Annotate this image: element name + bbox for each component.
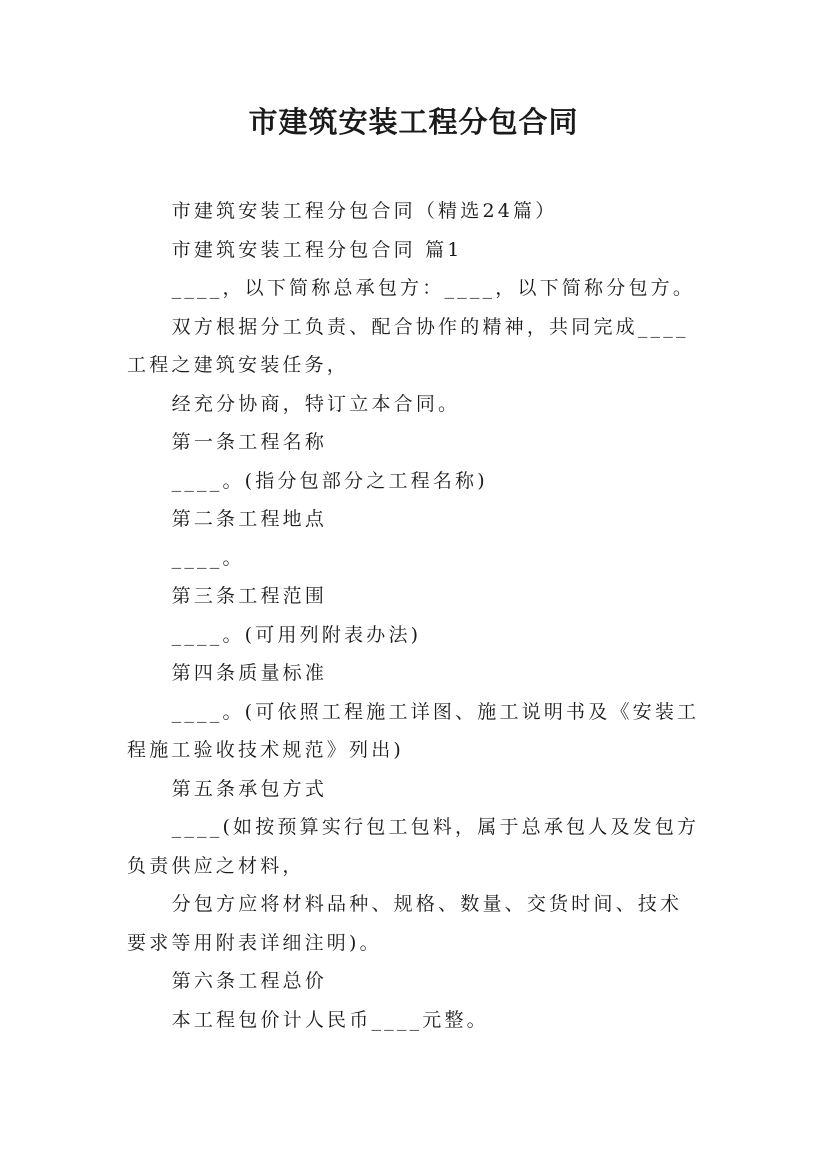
paragraph: 双方根据分工负责、配合协作的精神，共同完成____工程之建筑安装任务， [127, 315, 689, 376]
section-heading: 第五条承包方式 [171, 777, 328, 800]
document-title: 市建筑安装工程分包合同 [248, 105, 579, 139]
section-heading: 第三条工程范围 [171, 585, 328, 607]
paragraph: 市建筑安装工程分包合同 篇1 [171, 238, 463, 261]
paragraph: ____。(可依照工程施工详图、施工说明书及《安装工程施工验收技术规范》列出) [127, 700, 700, 761]
section-heading: 第六条工程总价 [171, 970, 328, 992]
section-heading: 第一条工程名称 [171, 431, 328, 453]
paragraph: ____。(指分包部分之工程名称) [171, 469, 488, 492]
paragraph: 经充分协商，特订立本合同。 [171, 392, 461, 415]
section-heading: 第四条质量标准 [171, 662, 328, 684]
document-body [127, 192, 703, 1039]
paragraph: ____。 [171, 546, 245, 569]
paragraph: 本工程包价计人民币____元整。 [171, 1008, 489, 1031]
paragraph: ____，以下简称总承包方：____，以下简称分包方。 [171, 277, 696, 299]
paragraph: 市建筑安装工程分包合同（精选24篇） [171, 200, 558, 222]
section-heading: 第二条工程地点 [171, 508, 328, 530]
paragraph: ____(如按预算实行包工包料，属于总承包人及发包方负责供应之材料， [127, 816, 700, 877]
paragraph: ____。(可用列附表办法) [171, 623, 422, 646]
paragraph: 分包方应将材料品种、规格、数量、交货时间、技术要求等用附表详细注明)。 [127, 893, 683, 954]
